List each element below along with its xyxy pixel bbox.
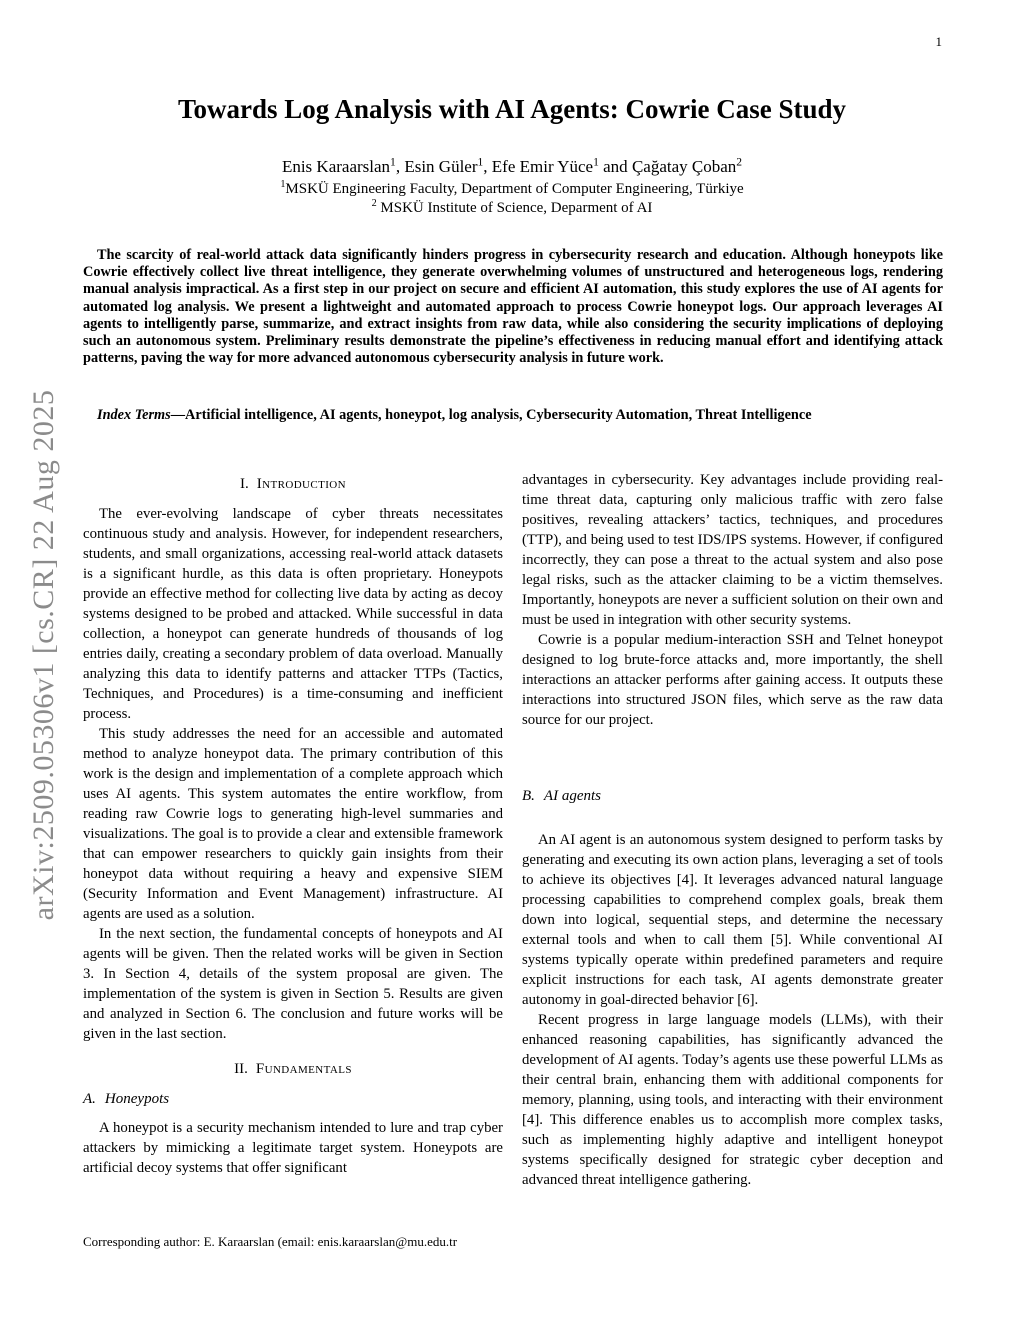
index-terms [83,407,943,424]
abstract [83,247,943,367]
left-column [83,470,503,1178]
paper-title: Towards Log Analysis with AI Agents: Cowrie Case Study [177,94,847,124]
footnote-corresponding-author: Corresponding author: E. Karaarslan (email: enis.karaarslan@mu.edu.tr [83,1234,458,1249]
arxiv-watermark: arXiv:2509.05306v1 [cs.CR] 22 Aug 2025 [27,389,60,921]
cowrie-paragraph: Cowrie is a popular medium-interaction SSH and Telnet honeypot designed to log brute-force attacks and, more importantly, the shell interactions an attacker performs after gaining access. It outputs these interactions into structured JSON files, which serve as the raw data source for our project. [522,632,943,728]
subsection-heading-honeypots: A. Honeypots [83,1091,170,1107]
author-4-affiliation-mark: 2 [736,155,743,169]
section-heading-introduction: I. Introduction [240,476,346,492]
section-heading-fundamentals: II. Fundamentals [234,1061,352,1077]
subsection-heading-ai-agents: B. AI agents [522,788,601,804]
page-number: 1 [935,34,942,49]
intro-paragraph-2: This study addresses the need for an accessible and automated method to analyze honeypot data. The primary contribution of this work is the design and implementation of a complete approach which uses AI agents. This system automates the entire workflow, from reading raw Cowrie logs to generating high-level summaries and visualizations. The goal is to provide a clear and extensible framework that can empower researchers to quickly gain insights from their honeypot data without requiring a heavy and expensive SIEM (Security Information and Event Management) infrastructure. AI agents are used as a solution. [83,726,503,922]
author-1-affiliation-mark: 1 [390,155,396,169]
intro-paragraph-3: In the next section, the fundamental concepts of honeypots and AI agents will be given. Then the related works will be given in Section 3. In Section 4, details of the system proposal are given. The implementation of the system is given in Section 5. Results are given and analyzed in Section 6. The conclusion and future works will be given in the last section. [83,926,503,1042]
ai-agents-paragraph-2: Recent progress in large language models (LLMs), with their enhanced reasoning capabilities, has significantly advanced the development of AI agents. Today’s agents use these powerful LLMs as their central brain, enhancing them with additional components for memory, planning, using tools, and interacting with their environment [4]. This difference enables us to accomplish more complex tasks, such as implementing highly adaptive and intelligent honeypot systems specifically designed for strategic cyber deception and advanced threat intelligence gathering. [522,1012,943,1188]
author-1: Enis Karaarslan$^1$, [281,155,405,176]
affiliation-line-2: $^2$ MSKÜ Institute of Science, Deparment of AI [371,198,653,216]
author-line [62,157,962,177]
author-3-affiliation-mark: 1 [593,155,599,169]
honeypots-paragraph: A honeypot is a security mechanism intended to lure and trap cyber attackers by mimicking a legitimate target system. Honeypots are artificial decoy systems that offer significant [83,1120,503,1176]
intro-paragraph-1: The ever-evolving landscape of cyber threats necessitates continuous study and analysis. However, for independent researchers, students, and small organizations, accessing real-world attack datasets is a significant hurdle, as this data is often proprietary. Honeypots provide an effective method for collecting live data by acting as decoy systems designed to be probed and attacked. While successful in data collection, a honeypot can generate hundreds of thousands of log entries daily, creating a secondary problem of data overload. Manually analyzing this data to identify patterns and attacker TTPs (Tactics, Techniques, and Procedures) is a time-consuming and inefficient process. [83,506,503,722]
ai-agents-paragraph-1: An AI agent is an autonomous system designed to perform tasks by generating and executing its own action plans, leveraging a set of tools to achieve its objectives [4]. It leverages advanced natural language processing capabilities to comprehend complex goals, break them down into logical, sequential steps, and determine the necessary external tools and when to call them [5]. While conventional AI systems typically operate within predefined parameters and require explicit instructions for each task, AI agents demonstrate greater autonomy in goal-directed behavior [6]. [522,832,943,1008]
author-2-affiliation-mark: 1 [477,155,484,169]
author-4: Çağatay Çoban$^2$ [631,155,743,176]
right-column [522,470,943,1190]
affiliation-line-1: $^1$MSKÜ Engineering Faculty, Department of Computer Engineering, Türkiye [280,179,744,197]
author-2: Esin Güler$^1$, [404,155,492,176]
index-terms-body: —Artificial intelligence, AI agents, honeypot, log analysis, Cybersecurity Automation, Threat Intelligence [170,407,812,423]
index-terms-label: Index Terms [97,407,171,423]
abstract-paragraph: The scarcity of real-world attack data significantly hinders progress in cybersecurity research and education. Although honeypots like Cowrie effectively collect live threat intelligence, they generate overwhelming volumes of unstructured and heterogeneous logs, rendering manual analysis impractical. As a first step in our project on secure and efficient AI automation, this study explores the use of AI agents for automated log analysis. We present a lightweight and automated approach to process Cowrie honeypot logs. Our approach leverages AI agents to intelligently parse, summarize, and extract insights from raw data, while also considering the security implications of deploying such an autonomous system. Preliminary results demonstrate the pipeline’s effectiveness in reducing manual effort and identifying attack patterns, paving the way for more advanced autonomous cybersecurity analysis in future work. [83,247,943,367]
author-3: Efe Emir Yüce$^1$ and [491,155,632,176]
honeypots-continued-paragraph: advantages in cybersecurity. Key advantages include providing real-time threat data, capturing only malicious traffic with zero false positives, revealing attackers’ tactics, techniques, and procedures (TTP), and being used to test IDS/IPS systems. However, if configured incorrectly, they can pose a threat to the actual system and also pose legal risks, such as the attacker claiming to be a victim themselves. Importantly, honeypots are never a sufficient solution on their own and must be used in integration with other security systems. [522,472,943,628]
